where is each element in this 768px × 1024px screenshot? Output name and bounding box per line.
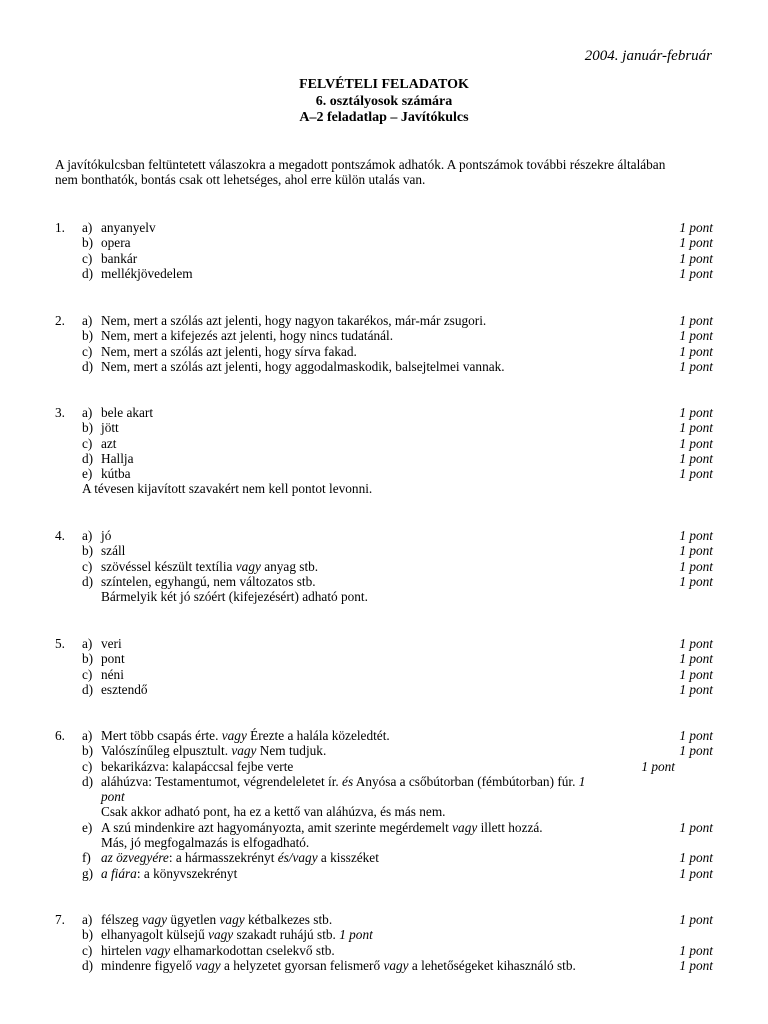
points-label: 1 pont xyxy=(679,681,713,697)
answer-letter: b) xyxy=(82,651,94,667)
answer-letter: c) xyxy=(82,666,93,682)
answer-row xyxy=(55,866,715,881)
task-number: 1. xyxy=(55,220,65,235)
answer-letter: e) xyxy=(82,466,93,482)
points-label: 1 pont xyxy=(679,957,713,973)
answer-row xyxy=(55,359,715,374)
answer-row xyxy=(55,682,715,697)
answer-letter: a) xyxy=(82,912,93,927)
header-title: FELVÉTELI FELADATOK xyxy=(299,77,469,92)
answer-text: Nem, mert a szólás azt jelenti, hogy aggodalmaskodik, balsejtelmei vannak. xyxy=(101,358,505,374)
task-number: 2. xyxy=(55,313,65,328)
answer-letter: c) xyxy=(82,558,93,574)
task-number: 3. xyxy=(55,405,65,420)
task-number: 5. xyxy=(55,636,65,651)
answer-text: jó xyxy=(101,528,112,543)
answer-row xyxy=(55,820,715,835)
answer-text: néni xyxy=(101,666,124,682)
answer-row xyxy=(55,328,715,343)
points-label: 1 pont xyxy=(679,450,713,466)
answer-text: kútba xyxy=(101,466,131,482)
points-label: 1 pont xyxy=(679,220,713,235)
answer-text: anyanyelv xyxy=(101,220,156,235)
answer-letter: d) xyxy=(82,681,94,697)
task-1 xyxy=(55,220,715,281)
points-label: 1 pont xyxy=(679,865,713,881)
task-note: Bármelyik két jó szóért (kifejezésért) adható pont. xyxy=(101,589,368,605)
answer-row xyxy=(55,958,715,973)
answer-row xyxy=(55,436,715,451)
answer-row xyxy=(55,466,715,481)
points-label: 1 pont xyxy=(679,743,713,759)
points-label: 1 pont xyxy=(679,405,713,420)
answer-row xyxy=(55,927,715,942)
task-2 xyxy=(55,313,715,374)
answer-text: Valószínűleg elpusztult. vagy Nem tudjuk. xyxy=(101,743,327,759)
points-label: 1 pont xyxy=(679,343,713,359)
answer-text: Hallja xyxy=(101,450,134,466)
document-header xyxy=(0,77,768,127)
answer-row xyxy=(55,559,715,574)
answer-row xyxy=(55,220,715,235)
answer-text: bekarikázva: kalapáccsal fejbe verte xyxy=(101,758,294,774)
answer-row xyxy=(55,266,715,281)
answer-row xyxy=(55,543,715,558)
answer-row xyxy=(55,759,715,774)
answer-text: pont xyxy=(101,651,125,667)
answer-letter: b) xyxy=(82,235,94,251)
points-label: 1 pont xyxy=(679,466,713,482)
answer-row xyxy=(55,728,715,743)
answer-row xyxy=(55,943,715,958)
answer-row xyxy=(55,405,715,420)
answer-letter: a) xyxy=(82,528,93,543)
answer-letter: g) xyxy=(82,865,94,881)
task-number: 4. xyxy=(55,528,65,543)
points-label: 1 pont xyxy=(679,942,713,958)
answer-letter: b) xyxy=(82,328,94,344)
points-label: 1 pont xyxy=(679,819,713,835)
task-number: 6. xyxy=(55,728,65,743)
answer-letter: b) xyxy=(82,420,94,436)
task-4 xyxy=(55,528,715,604)
answer-text: jött xyxy=(101,420,119,436)
points-label: 1 pont xyxy=(679,528,713,543)
answer-row xyxy=(55,235,715,250)
answer-row xyxy=(55,528,715,543)
answer-letter: d) xyxy=(82,957,94,973)
date-line: 2004. január-február xyxy=(584,48,712,64)
points-label: 1 pont xyxy=(679,265,713,281)
answer-text: Nem, mert a szólás azt jelenti, hogy nagyon takarékos, már-már zsugori. xyxy=(101,313,487,328)
task-5 xyxy=(55,636,715,697)
answer-letter: c) xyxy=(82,435,93,451)
answer-row xyxy=(55,743,715,758)
answer-continuation: Más, jó megfogalmazás is elfogadható. xyxy=(101,835,310,851)
answer-letter: d) xyxy=(82,358,94,374)
answer-letter: b) xyxy=(82,927,94,943)
answer-text: a fiára: a könyvszekrényt xyxy=(101,865,238,881)
points-label: 1 pont xyxy=(679,558,713,574)
answer-letter: f) xyxy=(82,850,91,866)
task-6 xyxy=(55,728,715,881)
intro-line-1: A javítókulcsban feltüntetett válaszokra a megadott pontszámok adhatók. A pontszámok további részekre általában xyxy=(55,157,666,172)
points-label: 1 pont xyxy=(679,235,713,251)
answer-text: Mert több csapás érte. vagy Érezte a halála közeledtét. xyxy=(101,728,390,743)
answer-text: opera xyxy=(101,235,131,251)
points-label: 1 pont xyxy=(679,250,713,266)
answer-text: veri xyxy=(101,636,122,651)
answer-letter: d) xyxy=(82,773,94,789)
answer-continuation: Csak akkor adható pont, ha ez a kettő van aláhúzva, és más nem. xyxy=(101,804,446,820)
points-label: 1 pont xyxy=(679,543,713,559)
header-sheet-title: A–2 feladatlap – Javítókulcs xyxy=(299,110,469,125)
answer-letter: a) xyxy=(82,313,93,328)
answer-text: mellékjövedelem xyxy=(101,265,193,281)
answer-letter: a) xyxy=(82,220,93,235)
header-subtitle: 6. osztályosok számára xyxy=(315,93,453,109)
answer-letter: a) xyxy=(82,405,93,420)
answer-row xyxy=(55,451,715,466)
answer-row xyxy=(55,850,715,865)
answer-text: hirtelen vagy elhamarkodottan cselekvő stb. xyxy=(101,942,335,958)
answer-letter: b) xyxy=(82,543,94,559)
answer-letter: c) xyxy=(82,942,93,958)
answer-text: bankár xyxy=(101,250,138,266)
answer-text: aláhúzva: Testamentumot, végrendeleletet ír. és Anyósa a csőbútorban (fémbútorban) fúr. 1 xyxy=(101,773,586,789)
answer-letter: c) xyxy=(82,343,93,359)
answer-text: elhanyagolt külsejű vagy szakadt ruhájú stb. 1 pont xyxy=(101,927,373,943)
answer-letter: b) xyxy=(82,743,94,759)
points-label: 1 pont xyxy=(679,313,713,328)
answer-row xyxy=(55,774,715,789)
answer-text: száll xyxy=(101,543,126,559)
answer-row xyxy=(55,420,715,435)
task-note: A tévesen kijavított szavakért nem kell pontot levonni. xyxy=(82,481,373,497)
answer-letter: c) xyxy=(82,250,93,266)
answer-letter: a) xyxy=(82,728,93,743)
answer-row xyxy=(55,912,715,927)
answer-row xyxy=(55,574,715,589)
answer-row xyxy=(55,636,715,651)
answer-letter: d) xyxy=(82,265,94,281)
answer-letter: c) xyxy=(82,758,93,774)
task-number: 7. xyxy=(55,912,65,927)
points-label: 1 pont xyxy=(641,758,675,774)
task-7 xyxy=(55,912,715,973)
points-label: 1 pont xyxy=(679,420,713,436)
answer-text: esztendő xyxy=(101,681,148,697)
points-label: 1 pont xyxy=(679,328,713,344)
answer-letter: a) xyxy=(82,636,93,651)
task-3 xyxy=(55,405,715,497)
points-label: 1 pont xyxy=(679,651,713,667)
answer-text: azt xyxy=(101,435,117,451)
answer-text: Nem, mert a kifejezés azt jelenti, hogy nincs tudatánál. xyxy=(101,328,394,344)
answer-text: A szú mindenkire azt hagyományozta, amit szerinte megérdemelt vagy illett hozzá. xyxy=(101,819,543,835)
answer-letter: d) xyxy=(82,450,94,466)
answer-text: szövéssel készült textília vagy anyag stb. xyxy=(101,558,319,574)
points-label: 1 pont xyxy=(679,636,713,651)
answer-letter: e) xyxy=(82,819,93,835)
answer-row xyxy=(55,651,715,666)
intro-paragraph xyxy=(55,157,715,188)
answer-text: színtelen, egyhangú, nem változatos stb. xyxy=(101,573,316,589)
intro-line-2: nem bonthatók, bontás csak ott lehetséges, ahol erre külön utalás van. xyxy=(55,172,426,188)
answer-text: mindenre figyelő vagy a helyzetet gyorsan felismerő vagy a lehetőségeket kihasználó stb. xyxy=(101,957,576,973)
answer-row xyxy=(55,344,715,359)
answer-text: Nem, mert a szólás azt jelenti, hogy sírva fakad. xyxy=(101,343,357,359)
answer-row xyxy=(55,667,715,682)
answer-row xyxy=(55,313,715,328)
answer-text: bele akart xyxy=(101,405,154,420)
answer-text: az özvegyére: a hármasszekrényt és/vagy a kisszéket xyxy=(101,850,379,866)
points-label: 1 pont xyxy=(679,912,713,927)
points-label: 1 pont xyxy=(679,358,713,374)
points-label: 1 pont xyxy=(679,728,713,743)
answer-continuation: pont xyxy=(101,789,125,805)
answer-text: félszeg vagy ügyetlen vagy kétbalkezes stb. xyxy=(101,912,333,927)
points-label: 1 pont xyxy=(679,850,713,866)
answer-letter: d) xyxy=(82,573,94,589)
answer-row xyxy=(55,251,715,266)
points-label: 1 pont xyxy=(679,666,713,682)
points-label: 1 pont xyxy=(679,435,713,451)
points-label: 1 pont xyxy=(679,573,713,589)
